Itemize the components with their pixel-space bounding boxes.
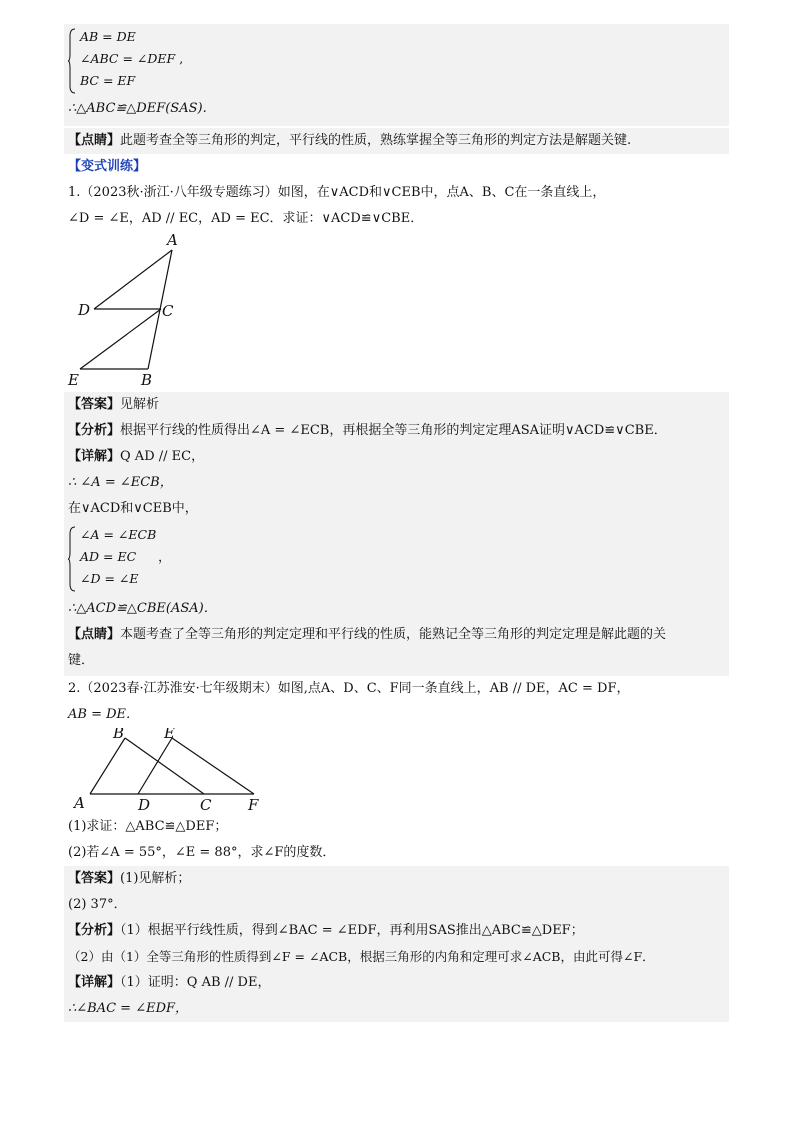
proof-step: 在∨ACD和∨CEB中，	[68, 501, 198, 516]
answer-tag: 【答案】	[68, 397, 121, 412]
q2-solution	[64, 866, 729, 1022]
proof-step: ∴ ∠A = ∠ECB，	[68, 475, 173, 490]
proof-step: ∴∠BAC = ∠EDF，	[68, 1001, 189, 1016]
q1-statement-line1: 1.（2023秋·浙江·八年级专题练习）如图，在∨ACD和∨CEB中，点A、B、C在一条直线上，	[68, 185, 606, 200]
label-A: A	[74, 794, 85, 812]
label-C: C	[162, 302, 174, 320]
cases-row: BC = EF	[80, 73, 136, 88]
cases-row: ∠A = ∠ECB	[80, 527, 157, 542]
note-tag: 【点睛】	[68, 627, 121, 642]
q1-statement-line2: ∠D = ∠E，AD // EC，AD = EC．求证：∨ACD≌∨CBE．	[68, 211, 424, 226]
note-text: 此题考查全等三角形的判定，平行线的性质，熟练掌握全等三角形的判定方法是解题关键.	[120, 133, 632, 148]
answer-text: 见解析	[120, 397, 160, 412]
q2-part2: (2)若∠A = 55°，∠E = 88°，求∠F的度数．	[68, 845, 336, 860]
note-tag: 【点睛】	[68, 133, 121, 148]
q1-solution	[64, 392, 729, 676]
detail-tag: 【详解】	[68, 975, 121, 990]
detail-tag: 【详解】	[68, 449, 121, 464]
note-text: 本题考查了全等三角形的判定定理和平行线的性质，能熟记全等三角形的判定定理是解此题的关	[120, 627, 667, 642]
detail-text: Q AD // EC，	[120, 449, 205, 464]
analysis-text: （1）根据平行线性质，得到∠BAC = ∠EDF，再利用SAS推出△ABC≌△DEF；	[120, 923, 584, 938]
left-brace-icon	[68, 526, 76, 592]
section-heading: 【变式训练】	[68, 159, 147, 174]
q1-figure	[66, 232, 206, 392]
label-D: D	[78, 301, 91, 319]
q2-figure	[68, 728, 268, 814]
label-E: E	[68, 371, 79, 389]
analysis-tag: 【分析】	[68, 923, 121, 938]
proof-continuation	[64, 24, 729, 126]
analysis-text: 根据平行线的性质得出∠A = ∠ECB，再根据全等三角形的判定定理ASA证明∨ACD≌∨CBE．	[120, 423, 667, 438]
label-C: C	[200, 796, 212, 814]
proof-conclusion: ∴△ABC≌△DEF(SAS).	[68, 101, 207, 116]
analysis-tag: 【分析】	[68, 423, 121, 438]
document-page	[64, 24, 729, 1022]
label-B: B	[113, 728, 125, 742]
cases-system	[68, 524, 280, 590]
proof-conclusion: ∴△ACD≌△CBE(ASA)．	[68, 601, 217, 616]
label-D: D	[138, 796, 151, 814]
note-block	[64, 128, 729, 154]
left-brace-icon	[68, 28, 76, 94]
q2-statement-line2: AB = DE．	[68, 707, 140, 722]
cases-system	[68, 26, 280, 92]
cases-row: ∠ABC = ∠DEF ,	[80, 51, 184, 66]
note-text-cont: 键．	[68, 653, 95, 668]
cases-row: ∠D = ∠E	[80, 571, 139, 586]
label-B: B	[141, 371, 153, 389]
cases-row: AD = EC ，	[80, 549, 171, 564]
q2-part1: (1)求证：△ABC≌△DEF；	[68, 819, 228, 834]
label-F: F	[248, 796, 259, 814]
q2-statement-line1: 2.（2023春·江苏淮安·七年级期末）如图,点A、D、C、F同一条直线上，AB // DE，AC = DF，	[68, 681, 630, 696]
detail-text: （1）证明：Q AB // DE，	[120, 975, 271, 990]
cases-row: AB = DE	[80, 29, 136, 44]
analysis-text: （2）由（1）全等三角形的性质得到∠F = ∠ACB，根据三角形的内角和定理可求∠ACB，由此可得∠F．	[68, 949, 655, 964]
label-A: A	[167, 232, 178, 249]
answer-text: (1)见解析；	[120, 871, 191, 886]
answer-text: (2) 37°．	[68, 897, 127, 912]
label-E: E	[164, 728, 175, 742]
answer-tag: 【答案】	[68, 871, 121, 886]
